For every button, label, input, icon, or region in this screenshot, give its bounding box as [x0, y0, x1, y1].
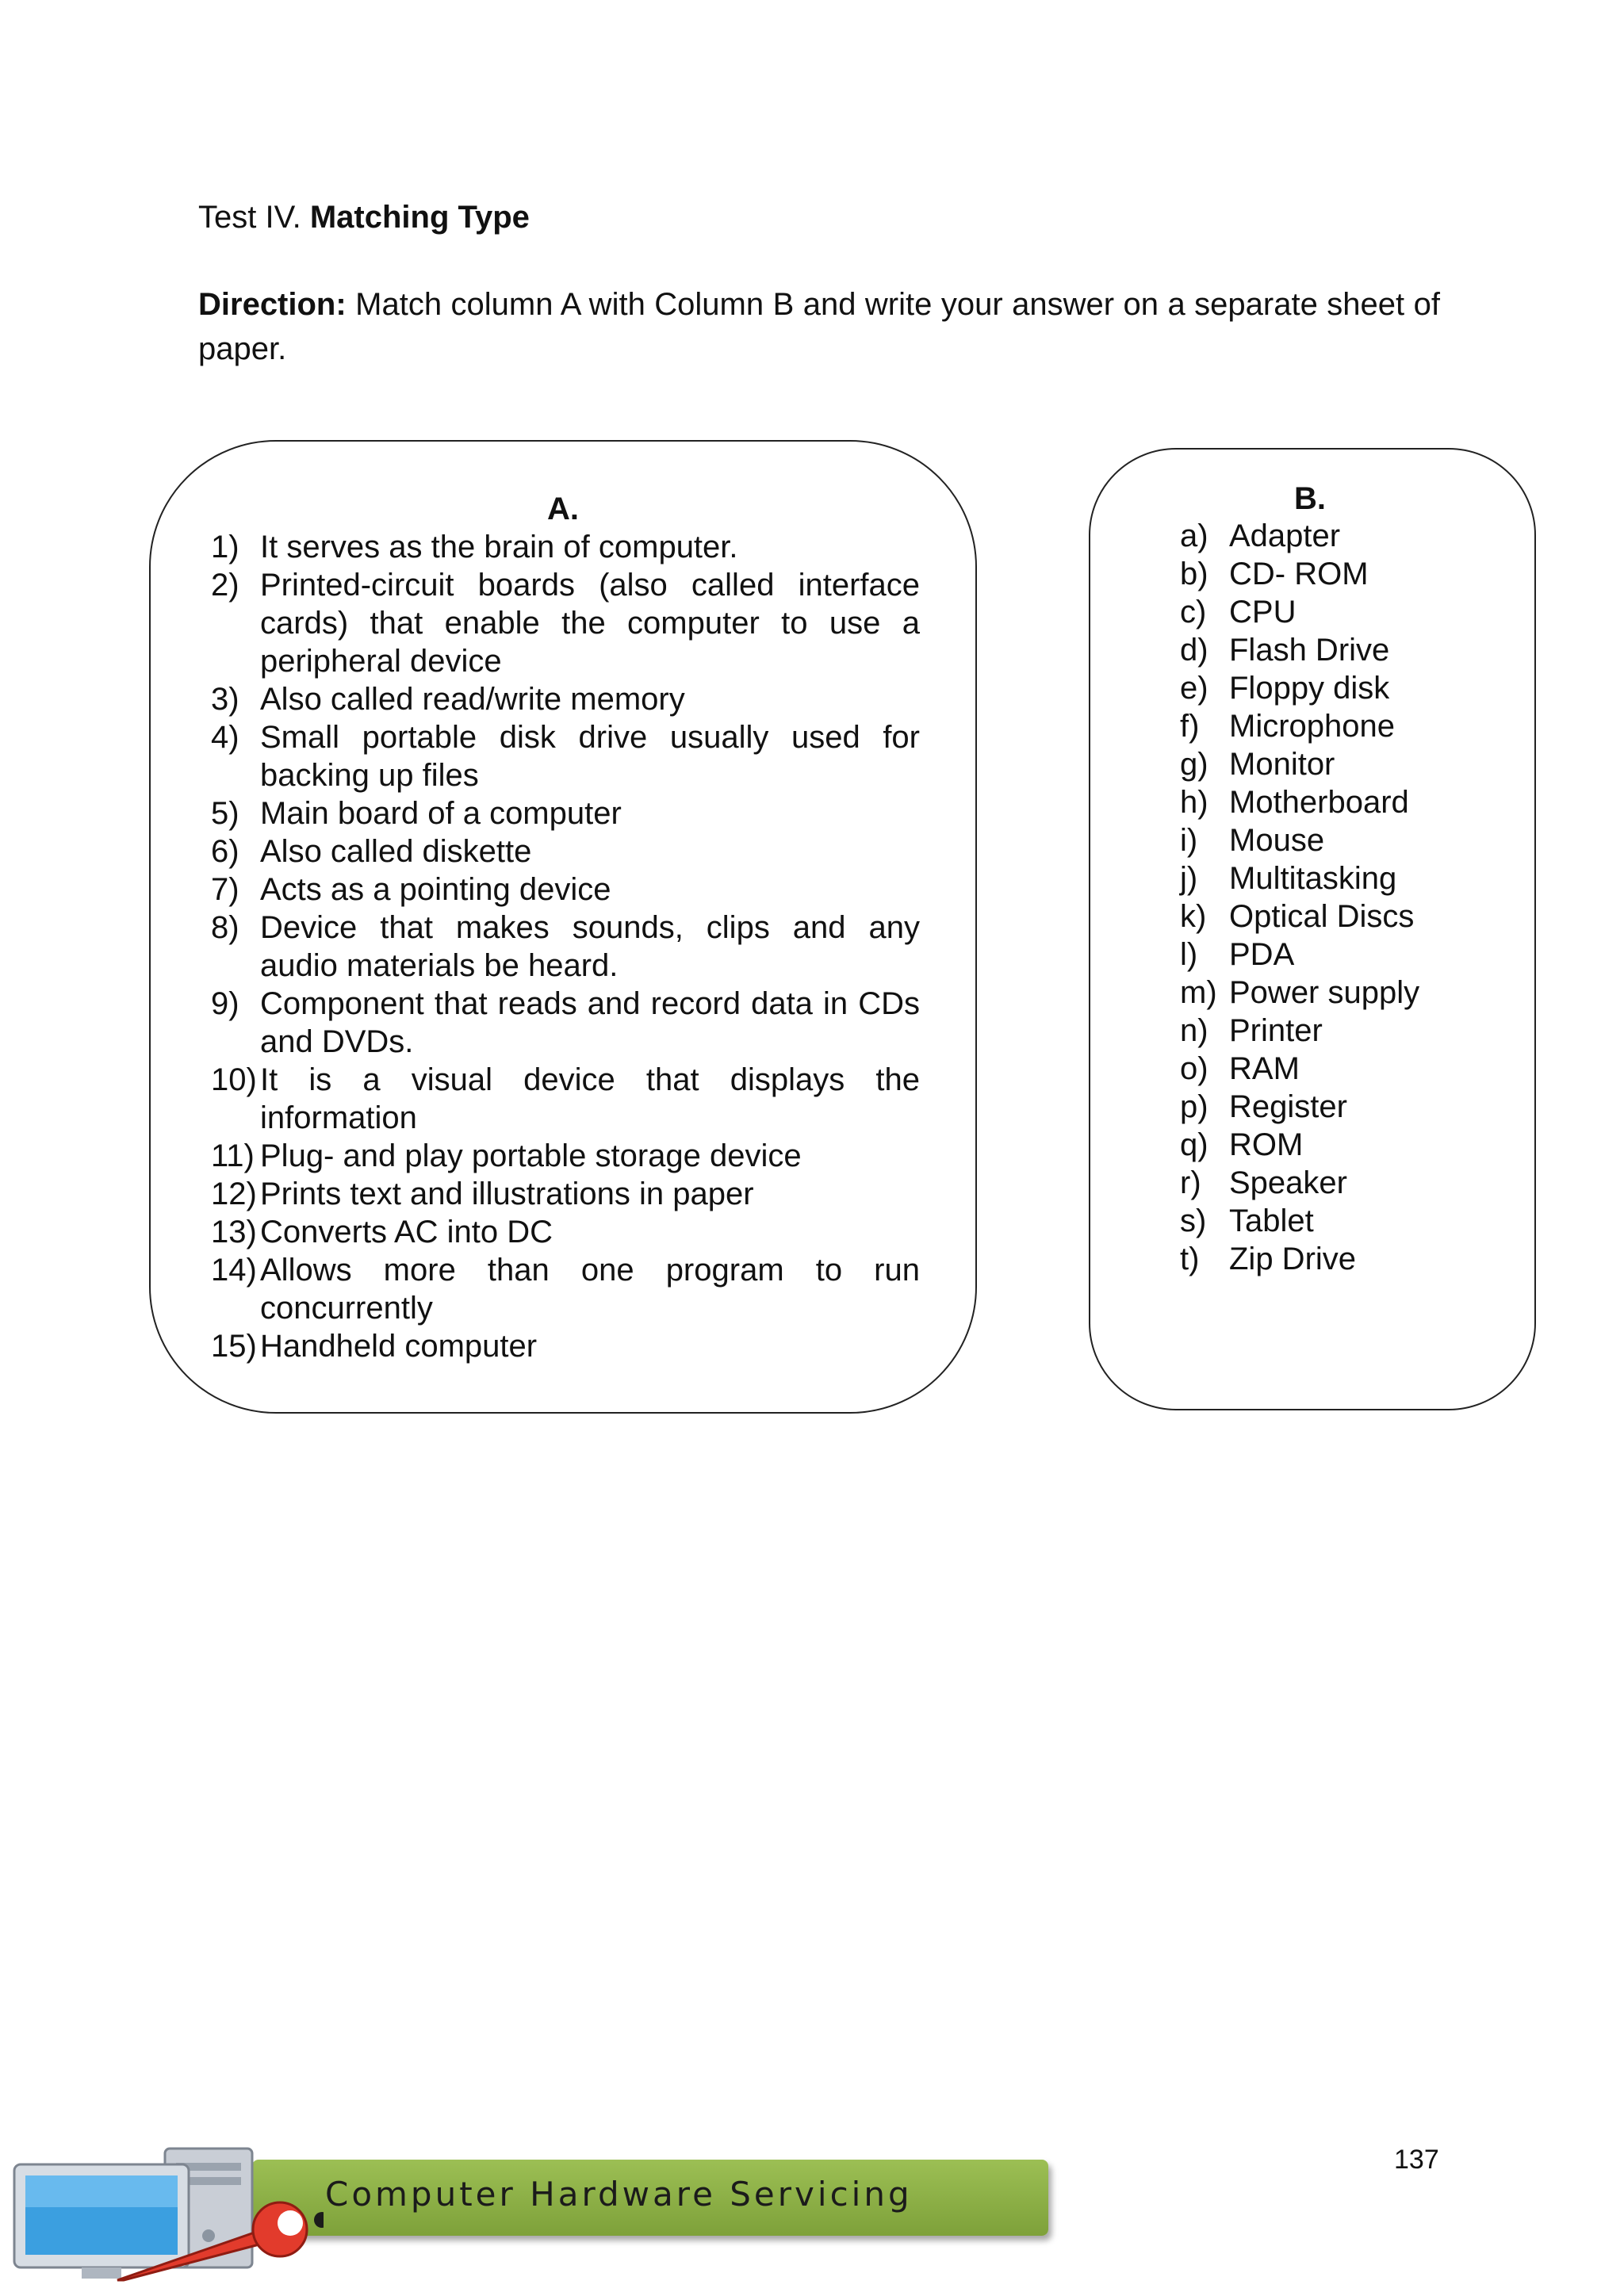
- list-item: [1180, 593, 1513, 631]
- item-number: 11): [211, 1138, 255, 1173]
- direction-paragraph: [198, 282, 1440, 371]
- list-item: [1180, 707, 1513, 745]
- item-number: 10): [211, 1062, 257, 1097]
- item-letter: p): [1180, 1089, 1208, 1124]
- item-letter: l): [1180, 937, 1198, 972]
- item-text: Device that makes sounds, clips and any audio materials be heard.: [260, 910, 920, 983]
- item-number: 6): [211, 834, 239, 869]
- item-letter: e): [1180, 671, 1208, 706]
- item-text: Printer: [1229, 1013, 1323, 1048]
- list-item: [1180, 859, 1513, 897]
- item-letter: a): [1180, 519, 1208, 553]
- item-text: Tablet: [1229, 1203, 1314, 1238]
- list-item: [211, 680, 920, 718]
- list-item: [1180, 669, 1513, 707]
- list-item: [1180, 555, 1513, 593]
- item-text: Power supply: [1229, 975, 1420, 1010]
- item-letter: r): [1180, 1165, 1201, 1200]
- item-text: Acts as a pointing device: [260, 872, 611, 907]
- list-item: [1180, 1088, 1513, 1126]
- list-item: [1180, 783, 1513, 821]
- item-text: Flash Drive: [1229, 633, 1390, 668]
- page-number: 137: [1394, 2145, 1439, 2175]
- item-text: Adapter: [1229, 519, 1341, 553]
- item-text: Small portable disk drive usually used for backing up files: [260, 720, 920, 793]
- item-number: 7): [211, 872, 239, 907]
- list-item: [211, 832, 920, 871]
- item-letter: c): [1180, 595, 1207, 629]
- list-item: [1180, 1240, 1513, 1278]
- list-item: [1180, 1202, 1513, 1240]
- item-letter: m): [1180, 975, 1217, 1010]
- item-text: Main board of a computer: [260, 796, 622, 831]
- item-letter: d): [1180, 633, 1208, 668]
- list-item: [1180, 745, 1513, 783]
- list-item: [211, 566, 920, 680]
- list-item: [211, 528, 920, 566]
- item-text: Also called read/write memory: [260, 682, 685, 717]
- item-letter: g): [1180, 747, 1208, 782]
- item-text: ROM: [1229, 1127, 1304, 1162]
- item-text: Zip Drive: [1229, 1242, 1357, 1276]
- list-item: [1180, 517, 1513, 555]
- item-letter: k): [1180, 899, 1207, 934]
- item-text: PDA: [1229, 937, 1295, 972]
- item-text: Speaker: [1229, 1165, 1347, 1200]
- item-number: 4): [211, 720, 239, 755]
- item-text: Handheld computer: [260, 1329, 538, 1364]
- list-item: [211, 1175, 920, 1213]
- item-text: It is a visual device that displays the information: [260, 1062, 920, 1135]
- column-a-title: A.: [547, 492, 579, 526]
- item-text: Allows more than one program to run concurrently: [260, 1253, 920, 1326]
- item-text: Register: [1229, 1089, 1347, 1124]
- list-item: [1180, 974, 1513, 1012]
- item-text: Floppy disk: [1229, 671, 1390, 706]
- item-number: 12): [211, 1177, 257, 1211]
- item-text: Plug- and play portable storage device: [260, 1138, 802, 1173]
- item-text: Component that reads and record data in CDs and DVDs.: [260, 986, 920, 1059]
- list-item: [211, 1327, 920, 1365]
- list-item: [1180, 897, 1513, 936]
- item-text: Monitor: [1229, 747, 1335, 782]
- item-text: Mouse: [1229, 823, 1325, 858]
- item-text: Converts AC into DC: [260, 1215, 553, 1249]
- direction-text: Match column A with Column B and write your answer on a separate sheet of paper.: [198, 287, 1440, 366]
- item-number: 13): [211, 1215, 257, 1249]
- list-item: [211, 871, 920, 909]
- list-item: [1180, 1012, 1513, 1050]
- list-item: [211, 985, 920, 1061]
- item-text: RAM: [1229, 1051, 1300, 1086]
- list-item: [1180, 1050, 1513, 1088]
- item-text: CPU: [1229, 595, 1297, 629]
- item-number: 15): [211, 1329, 257, 1364]
- list-item: [211, 1251, 920, 1327]
- list-item: [1180, 936, 1513, 974]
- list-item: [1180, 1126, 1513, 1164]
- list-item: [1180, 631, 1513, 669]
- list-item: [1180, 821, 1513, 859]
- item-letter: b): [1180, 557, 1208, 591]
- item-text: Also called diskette: [260, 834, 532, 869]
- footer-title: Computer Hardware Servicing: [325, 2175, 913, 2214]
- item-text: Microphone: [1229, 709, 1396, 744]
- item-letter: j): [1180, 861, 1198, 896]
- item-text: Printed-circuit boards (also called interface cards) that enable the computer to use a peripheral device: [260, 568, 920, 679]
- item-letter: i): [1180, 823, 1198, 858]
- computer-wrench-icon: [6, 2141, 324, 2283]
- column-b-title: B.: [1294, 481, 1326, 516]
- item-letter: o): [1180, 1051, 1208, 1086]
- test-heading: [198, 197, 530, 238]
- item-text: CD- ROM: [1229, 557, 1369, 591]
- item-number: 3): [211, 682, 239, 717]
- direction-label: Direction:: [198, 287, 347, 322]
- test-title: Matching Type: [309, 200, 530, 235]
- list-item: [211, 909, 920, 985]
- item-letter: n): [1180, 1013, 1208, 1048]
- list-item: [211, 1061, 920, 1137]
- item-text: Multitasking: [1229, 861, 1397, 896]
- item-letter: f): [1180, 709, 1200, 744]
- list-item: [1180, 1164, 1513, 1202]
- column-a-list: [211, 528, 920, 1365]
- item-text: Motherboard: [1229, 785, 1409, 820]
- item-number: 2): [211, 568, 239, 603]
- list-item: [211, 718, 920, 794]
- item-number: 1): [211, 530, 239, 564]
- item-number: 14): [211, 1253, 257, 1288]
- list-item: [211, 794, 920, 832]
- item-letter: h): [1180, 785, 1208, 820]
- item-text: Prints text and illustrations in paper: [260, 1177, 754, 1211]
- item-text: It serves as the brain of computer.: [260, 530, 738, 564]
- item-text: Optical Discs: [1229, 899, 1415, 934]
- list-item: [211, 1213, 920, 1251]
- item-letter: q): [1180, 1127, 1208, 1162]
- column-b-list: [1180, 517, 1513, 1278]
- test-number: Test IV.: [198, 200, 301, 235]
- item-letter: t): [1180, 1242, 1200, 1276]
- item-letter: s): [1180, 1203, 1207, 1238]
- list-item: [211, 1137, 920, 1175]
- item-number: 8): [211, 910, 239, 945]
- item-number: 5): [211, 796, 239, 831]
- item-number: 9): [211, 986, 239, 1021]
